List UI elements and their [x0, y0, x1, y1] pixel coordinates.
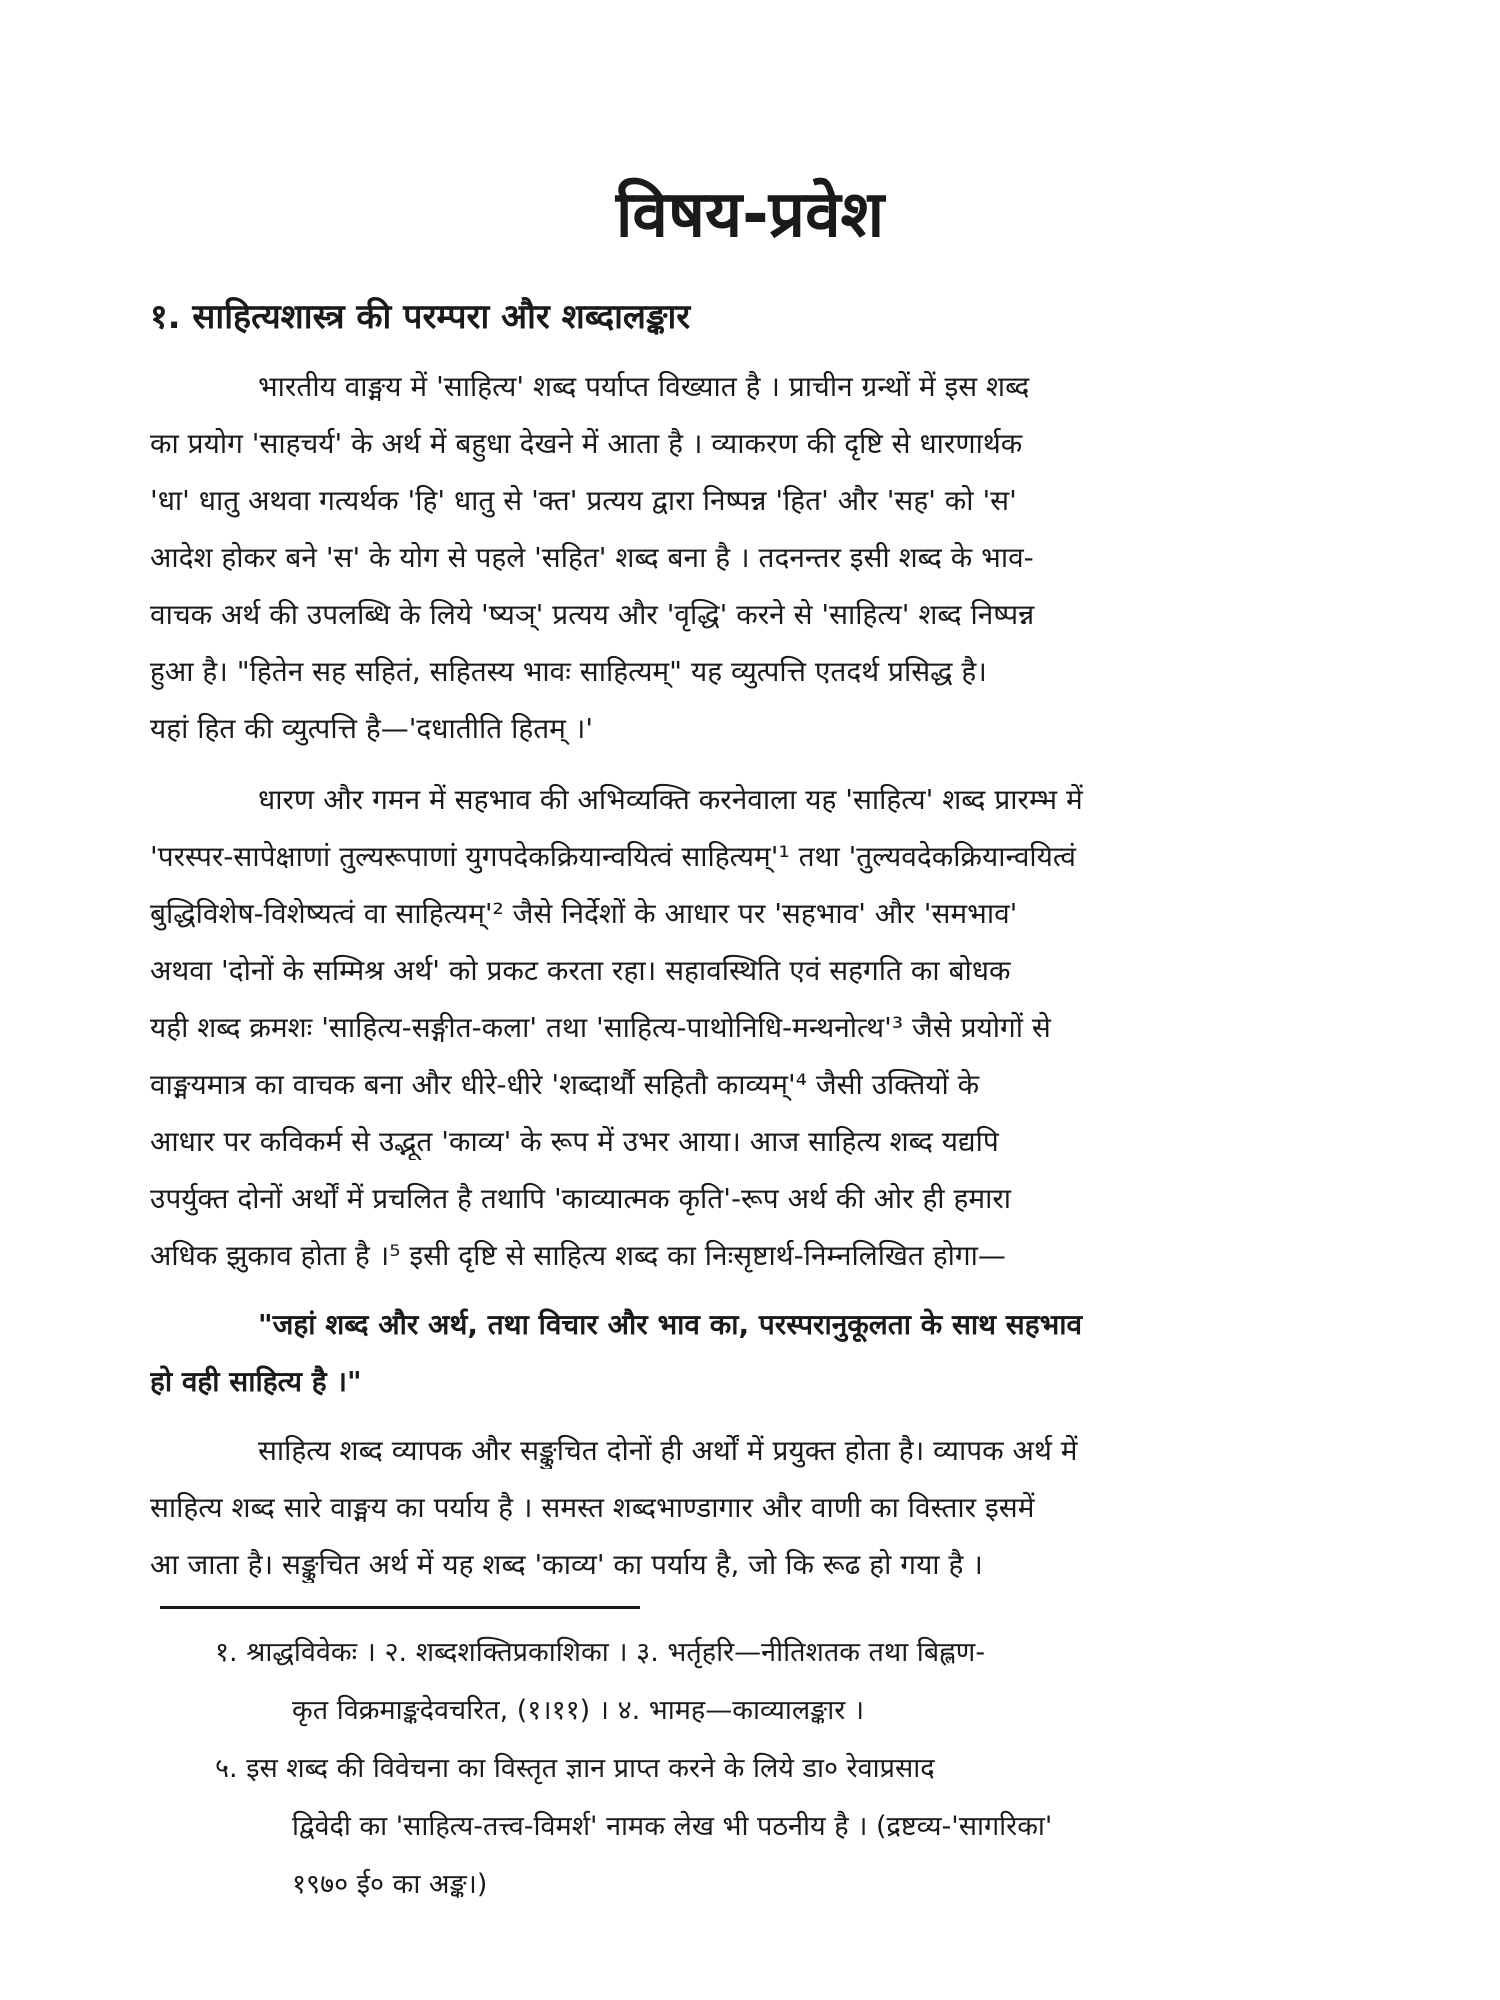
body-line: साहित्य शब्द व्यापक और सङ्कुचित दोनों ही अर्थों में प्रयुक्त होता है। व्यापक अर्थ में	[258, 1434, 1078, 1467]
definition-quote-line: हो वही साहित्य है ।"	[150, 1365, 362, 1398]
definition-quote-line: "जहां शब्द और अर्थ, तथा विचार और भाव का, परस्परानुकूलता के साथ सहभाव	[258, 1308, 1083, 1341]
body-line: हुआ है। "हितेन सह सहितं, सहितस्य भावः साहित्यम्" यह व्युत्पत्ति एतदर्थ प्रसिद्ध है।	[150, 655, 987, 688]
body-line: का प्रयोग 'साहचर्य' के अर्थ में बहुधा देखने में आता है । व्याकरण की दृष्टि से धारणार्थक	[150, 427, 1023, 460]
body-line: उपर्युक्त दोनों अर्थों में प्रचलित है तथापि 'काव्यात्मक कृति'-रूप अर्थ की ओर ही हमारा	[150, 1182, 1012, 1215]
body-line: यही शब्द क्रमशः 'साहित्य-सङ्गीत-कला' तथा 'साहित्य-पाथोनिधि-मन्थनोत्थ'³ जैसे प्रयोगों से	[150, 1011, 1051, 1044]
body-line: साहित्य शब्द सारे वाङ्मय का पर्याय है । समस्त शब्दभाण्डागार और वाणी का विस्तार इसमें	[150, 1491, 1035, 1524]
body-line: आ जाता है। सङ्कुचित अर्थ में यह शब्द 'काव्य' का पर्याय है, जो कि रूढ हो गया है ।	[150, 1548, 983, 1581]
body-line: यहां हित की व्युत्पत्ति है—'दधातीति हितम् ।'	[150, 712, 594, 745]
footnote-line: १९७० ई० का अङ्क।)	[292, 1869, 488, 1900]
body-line: भारतीय वाङ्मय में 'साहित्य' शब्द पर्याप्त विख्यात है । प्राचीन ग्रन्थों में इस शब्द	[258, 370, 1030, 403]
body-line: 'परस्पर-सापेक्षाणां तुल्यरूपाणां युगपदेकक्रियान्वयित्वं साहित्यम्'¹ तथा 'तुल्यवदेकक्रियान्वयित्वं	[150, 840, 1076, 873]
footnote-divider	[160, 1606, 640, 1609]
body-line: अथवा 'दोनों के सम्मिश्र अर्थ' को प्रकट करता रहा। सहावस्थिति एवं सहगति का बोधक	[150, 954, 1011, 987]
footnote-line: द्विवेदी का 'साहित्य-तत्त्व-विमर्श' नामक लेख भी पठनीय है । (द्रष्टव्य-'सागरिका'	[292, 1811, 1053, 1842]
body-line: वाचक अर्थ की उपलब्धि के लिये 'ष्यञ्' प्रत्यय और 'वृद्धि' करने से 'साहित्य' शब्द निष्पन्न	[150, 598, 1035, 631]
body-line: वाङ्मयमात्र का वाचक बना और धीरे-धीरे 'शब्दार्थौ सहितौ काव्यम्'⁴ जैसी उक्तियों के	[150, 1068, 980, 1101]
body-line: 'धा' धातु अथवा गत्यर्थक 'हि' धातु से 'क्त' प्रत्यय द्वारा निष्पन्न 'हित' और 'सह' को 'स'	[150, 484, 1017, 517]
body-line: आधार पर कविकर्म से उद्भूत 'काव्य' के रूप में उभर आया। आज साहित्य शब्द यद्यपि	[150, 1125, 999, 1158]
body-line: अधिक झुकाव होता है ।⁵ इसी दृष्टि से साहित्य शब्द का निःसृष्टार्थ-निम्नलिखित होगा—	[150, 1239, 1006, 1272]
body-line: बुद्धिविशेष-विशेष्यत्वं वा साहित्यम्'² जैसे निर्देशों के आधार पर 'सहभाव' और 'समभाव'	[150, 897, 1018, 930]
body-line: आदेश होकर बने 'स' के योग से पहले 'सहित' शब्द बना है । तदनन्तर इसी शब्द के भाव-	[150, 541, 1034, 574]
footnote-line: ५. इस शब्द की विवेचना का विस्तृत ज्ञान प्राप्त करने के लिये डा० रेवाप्रसाद	[215, 1753, 935, 1784]
footnote-line: १. श्राद्धविवेकः । २. शब्दशक्तिप्रकाशिका । ३. भर्तृहरि—नीतिशतक तथा बिह्लण-	[215, 1637, 986, 1668]
footnote-line: कृत विक्रमाङ्कदेवचरित, (१।११) । ४. भामह—काव्यालङ्कार ।	[292, 1695, 865, 1726]
section-heading: १. साहित्यशास्त्र की परम्परा और शब्दालङ्कार	[150, 297, 691, 337]
page-title: विषय-प्रवेश	[615, 178, 885, 252]
body-line: धारण और गमन में सहभाव की अभिव्यक्ति करनेवाला यह 'साहित्य' शब्द प्रारम्भ में	[258, 783, 1083, 816]
